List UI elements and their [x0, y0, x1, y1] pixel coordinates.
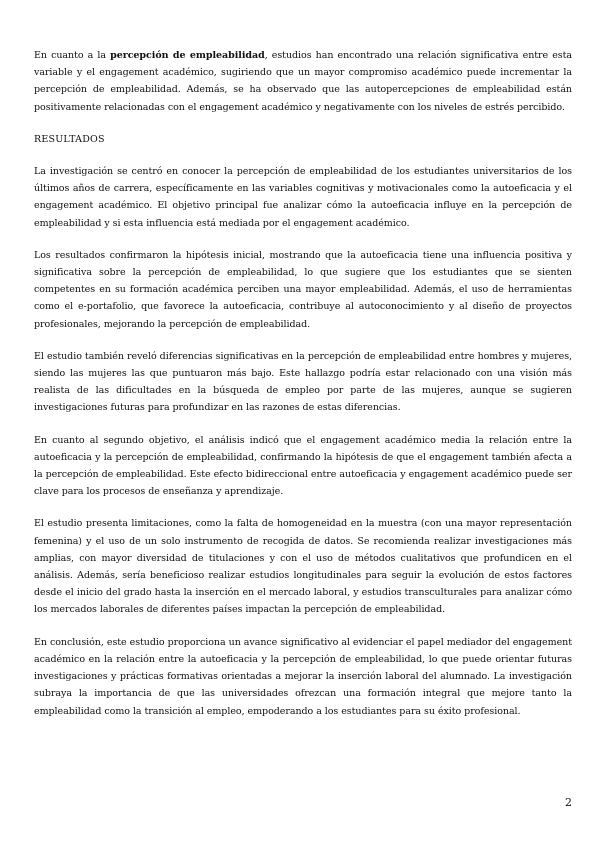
results-paragraph-2: Los resultados confirmaron la hipótesis inicial, mostrando que la autoeficacia tiene una influencia positiva y significativa sobre la percepción de empleabilidad, lo que sugiere que los estudiantes que se sienten competentes en su formación académica perciben una mayor empleabilidad. Además, el uso de herramientas como el e-portafolio, que favorece la autoeficacia, contribuye al autoconocimiento y al diseño de proyectos profesionales, mejorando la percepción de empleabilidad. — [34, 249, 572, 330]
intro-text-start: En cuanto a la — [34, 50, 111, 61]
document-body — [34, 47, 572, 735]
results-paragraph-6: En conclusión, este estudio proporciona un avance significativo al evidenciar el papel mediador del engagement académico en la relación entre la autoeficacia y la percepción de empleabilidad, lo que puede orientar futuras investigaciones y prácticas formativas orientadas a mejorar la inserción laboral del alumnado. La investigación subraya la importancia de que las universidades ofrezcan una formación integral que mejore tanto la empleabilidad como la transición al empleo, empoderando a los estudiantes para su éxito profesional. — [34, 636, 572, 717]
results-paragraph-1: La investigación se centró en conocer la percepción de empleabilidad de los estudiantes universitarios de los últimos años de carrera, específicamente en las variables cognitivas y motivacionales como la autoeficacia y el engagement académico. El objetivo principal fue analizar cómo la autoeficacia influye en la percepción de empleabilidad y si esta influencia está mediada por el engagement académico. — [34, 166, 572, 229]
results-paragraph-4: En cuanto al segundo objetivo, el análisis indicó que el engagement académico media la relación entre la autoeficacia y la percepción de empleabilidad, confirmando la hipótesis de que el engagement también afecta a la percepción de empleabilidad. Este efecto bidireccional entre autoeficacia y engagement académico puede ser clave para los procesos de enseñanza y aprendizaje. — [34, 434, 572, 498]
results-paragraph-5: El estudio presenta limitaciones, como la falta de homogeneidad en la muestra (con una mayor representación femenina) y el uso de un solo instrumento de recogida de datos. Se recomienda realizar investigaciones más amplias, con mayor diversidad de titulaciones y con el uso de métodos cualitativos que profundicen en el análisis. Además, sería beneficioso realizar estudios longitudinales para seguir la evolución de estos factores desde el inicio del grado hasta la inserción en el mercado laboral, y estudios transculturales para analizar cómo los mercados laborales de diferentes países impactan la percepción de empleabilidad. — [34, 518, 572, 616]
results-paragraph-3: El estudio también reveló diferencias significativas en la percepción de empleabilidad entre hombres y mujeres, siendo las mujeres las que puntuaron más bajo. Este hallazgo podría estar relacionado con una visión más realista de las dificultades en la búsqueda de empleo por parte de las mujeres, aunque se sugieren investigaciones futuras para profundizar en las razones de estas diferencias. — [34, 350, 572, 414]
page-number: 2 — [565, 796, 572, 809]
section-heading-resultados: RESULTADOS — [34, 133, 105, 145]
intro-text-rest: , estudios han encontrado una relación significativa entre esta variable y el engagement académico, sugiriendo que un mayor compromiso académico puede incrementar la percepción de empleabilidad. Además, se ha observado que las autopercepciones de empleabilidad están positivamente relacionadas con el engagement académico y negativamente con los niveles de estrés percibido. — [34, 50, 572, 113]
intro-bold-term: percepción de empleabilidad — [110, 50, 265, 61]
intro-paragraph — [34, 47, 572, 116]
